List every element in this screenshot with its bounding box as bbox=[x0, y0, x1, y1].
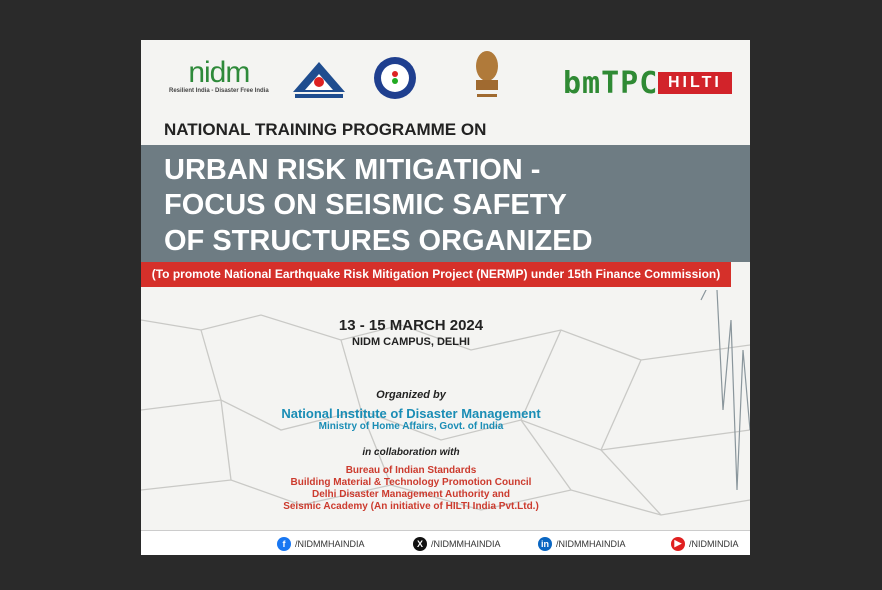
programme-subtitle: NATIONAL TRAINING PROGRAMME ON bbox=[164, 120, 487, 139]
organizer-ministry: Ministry of Home Affairs, Govt. of India bbox=[318, 421, 504, 432]
social-handle: /NIDMMHAINDIA bbox=[556, 538, 626, 549]
social-handle: /NIDMMHAINDIA bbox=[295, 538, 365, 549]
social-footer bbox=[141, 530, 750, 555]
organizer-name: National Institute of Disaster Management bbox=[281, 406, 541, 421]
collaborator: Building Material & Technology Promotion Council bbox=[290, 477, 532, 488]
collaboration-label: in collaboration with bbox=[362, 447, 460, 458]
bmtpc-logo: bmTPC bbox=[563, 66, 659, 101]
event-dates: 13 - 15 MARCH 2024 bbox=[338, 317, 484, 334]
collaborator: Seismic Academy (An initiative of HILTI India Pvt.Ltd.) bbox=[283, 501, 539, 512]
collaborator: Delhi Disaster Management Authority and bbox=[312, 489, 510, 500]
event-poster bbox=[141, 40, 750, 555]
title-line-3: OF STRUCTURES ORGANIZED bbox=[164, 225, 593, 257]
facebook-icon: f bbox=[277, 537, 291, 551]
youtube-link[interactable] bbox=[671, 537, 739, 551]
x-icon: X bbox=[413, 537, 427, 551]
nidm-wordmark: nidm bbox=[188, 56, 250, 89]
event-venue: NIDM CAMPUS, DELHI bbox=[352, 336, 470, 348]
youtube-icon: ▶ bbox=[671, 537, 685, 551]
social-handle: /NIDMINDIA bbox=[689, 538, 739, 549]
national-emblem-logo bbox=[471, 48, 503, 102]
collaborator: Bureau of Indian Standards bbox=[345, 465, 477, 476]
nermp-banner: (To promote National Earthquake Risk Mitigation Project (NERMP) under 15th Finance Commission) bbox=[141, 262, 731, 287]
linkedin-link[interactable] bbox=[538, 537, 626, 551]
social-handle: /NIDMMHAINDIA bbox=[431, 538, 501, 549]
x-link[interactable] bbox=[413, 537, 501, 551]
ddma-logo bbox=[373, 56, 417, 100]
nidm-tagline: Resilient India - Disaster Free India bbox=[169, 88, 269, 94]
nidm-logo bbox=[169, 58, 269, 94]
title-line-1: URBAN RISK MITIGATION - bbox=[164, 154, 541, 186]
title-band bbox=[141, 145, 750, 262]
organized-by-label: Organized by bbox=[376, 389, 446, 401]
bis-logo bbox=[291, 60, 347, 100]
facebook-link[interactable] bbox=[277, 537, 365, 551]
title-line-2: FOCUS ON SEISMIC SAFETY bbox=[164, 189, 567, 221]
linkedin-icon: in bbox=[538, 537, 552, 551]
hilti-logo: HILTI bbox=[658, 72, 732, 94]
